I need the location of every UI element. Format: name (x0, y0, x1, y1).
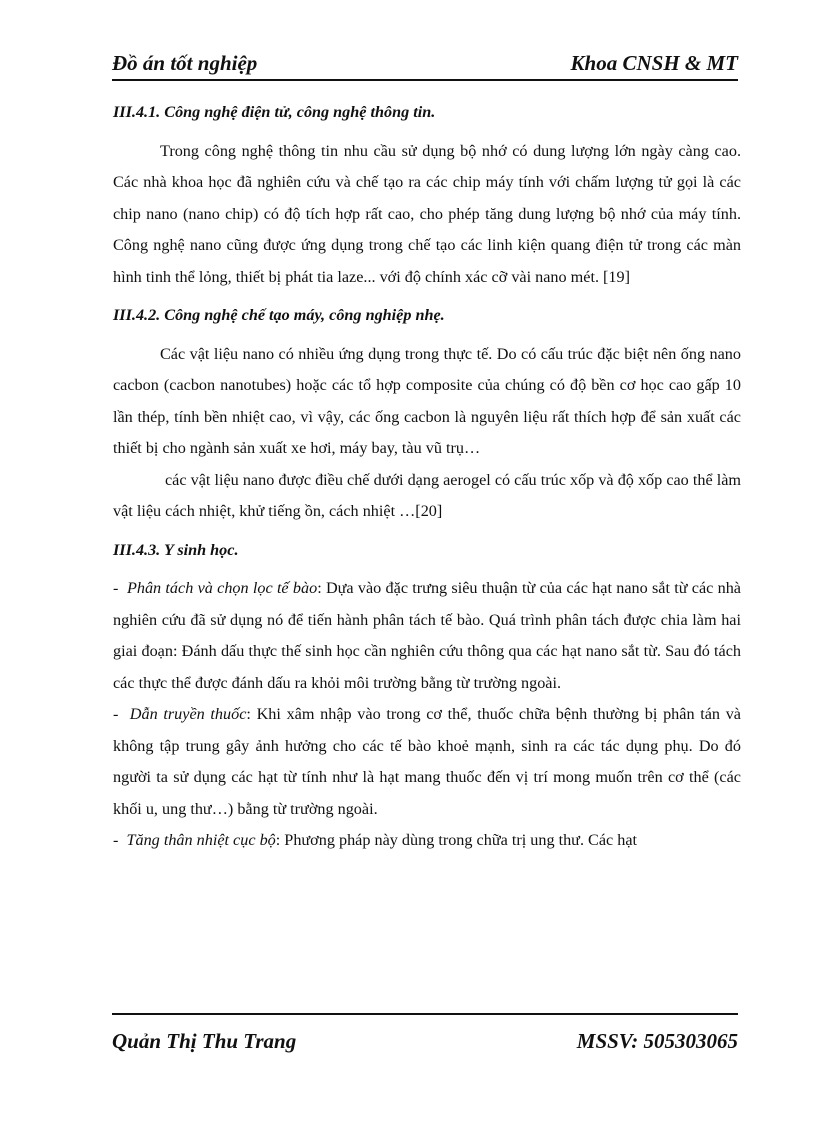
section-heading: III.4.2. Công nghệ chế tạo máy, công nghiệp nhẹ. (113, 306, 445, 324)
bullet-text: : Dựa vào đặc trưng siêu thuận từ của các hạt nano sắt từ các nhà nghiên cứu đã sử dụng nó để tiến hành phân tách tế bào. Quá trình phân tách được chia làm hai giai đoạn: Đánh dấu thực thế sinh học cần nghiên cứu thông qua các hạt nano sắt từ. Sau đó tách các thực thể được đánh dấu ra khỏi môi trường bằng từ trường ngoài. (113, 579, 741, 692)
header-right-title: Khoa CNSH & MT (570, 51, 738, 75)
bullet-term: Phân tách và chọn lọc tế bào (126, 579, 318, 597)
bullet-term: Dẫn truyền thuốc (129, 705, 247, 723)
bullet-text: : Khi xâm nhập vào trong cơ thể, thuốc chữa bệnh thường bị phân tán và không tập trung gây ảnh hưởng cho các tế bào khoẻ mạnh, sinh ra các tác dụng phụ. Do đó người ta sử dụng các hạt từ tính như là hạt mang thuốc đến vị trí mong muốn trên cơ thể (các khối u, ung thư…) bằng từ trường ngoài. (113, 705, 741, 818)
page-footer (112, 1013, 738, 1053)
header-left-title: Đồ án tốt nghiệp (112, 51, 258, 75)
footer-author: Quản Thị Thu Trang (112, 1029, 297, 1053)
bullet-item (113, 699, 741, 825)
paragraph: các vật liệu nano được điều chế dưới dạng aerogel có cấu trúc xốp và độ xốp cao thể làm vật liệu cách nhiệt, khử tiếng ồn, cách nhiệt …[20] (113, 470, 741, 520)
bullet-dash: - (113, 579, 119, 597)
bullet-text: : Phương pháp này dùng trong chữa trị ung thư. Các hạt (275, 831, 638, 849)
bullet-item (113, 825, 741, 857)
paragraph: Trong công nghệ thông tin nhu cầu sử dụng bộ nhớ có dung lượng lớn ngày càng cao. Các nhà khoa học đã nghiên cứu và chế tạo ra các chip máy tính với chấm lượng tử gọi là các chip nano (nano chip) có độ tích hợp rất cao, cho phép tăng dung lượng bộ nhớ của máy tính. Công nghệ nano cũng được ứng dụng trong chế tạo các linh kiện quang điện tử trong các màn hình tinh thể lỏng, thiết bị phát tia laze... với độ chính xác cỡ vài nano mét. [19] (113, 141, 741, 286)
section-heading: III.4.1. Công nghệ điện tử, công nghệ thông tin. (113, 103, 436, 121)
bullet-item (113, 573, 741, 699)
page-header (112, 47, 738, 81)
bullet-dash: - (113, 705, 119, 723)
document-body (113, 97, 741, 857)
section-heading: III.4.3. Y sinh học. (113, 540, 239, 559)
bullet-term: Tăng thân nhiệt cục bộ (126, 831, 276, 849)
paragraph: Các vật liệu nano có nhiều ứng dụng trong thực tế. Do có cấu trúc đặc biệt nên ống nano cacbon (cacbon nanotubes) hoặc các tổ hợp composite của chúng có độ bền cơ học cao gấp 10 lần thép, tính bền nhiệt cao, vì vậy, các ống cacbon là nguyên liệu rất thích hợp để sản xuất các thiết bị cho ngành sản xuất xe hơi, máy bay, tàu vũ trụ… (113, 344, 741, 457)
bullet-dash: - (113, 831, 119, 849)
footer-student-id: MSSV: 505303065 (576, 1029, 738, 1053)
